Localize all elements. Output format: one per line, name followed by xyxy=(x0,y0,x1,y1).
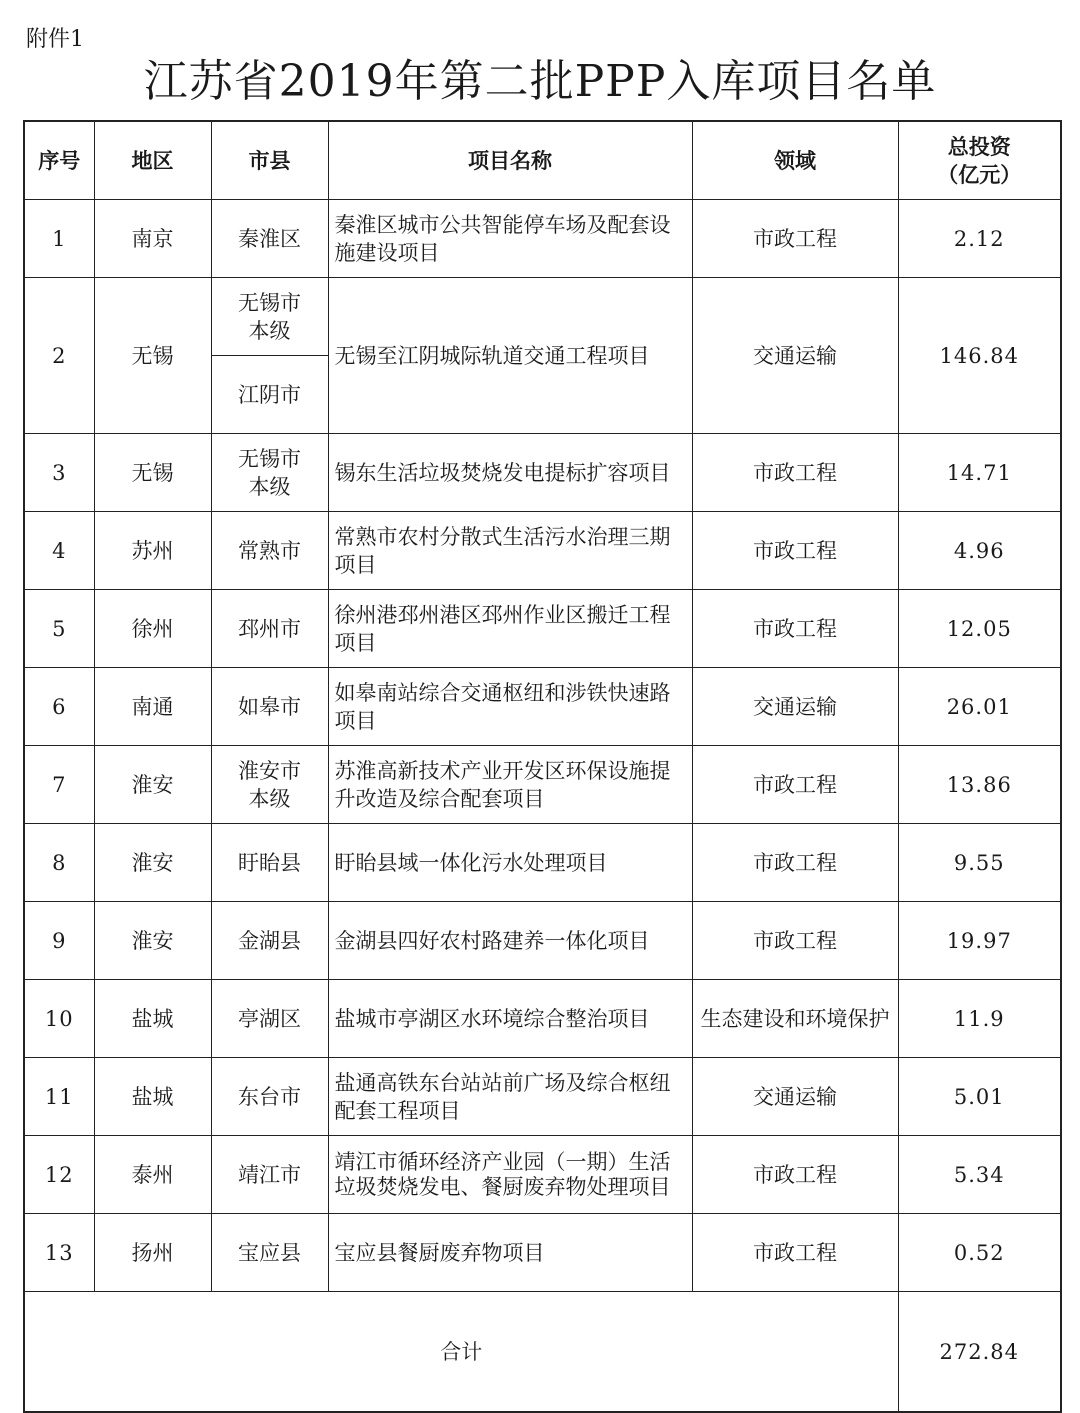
cell-county: 常熟市 xyxy=(211,512,328,590)
cell-field: 交通运输 xyxy=(692,668,898,746)
table-row xyxy=(24,1214,1061,1292)
cell-investment: 146.84 xyxy=(898,278,1061,434)
cell-project: 无锡至江阴城际轨道交通工程项目 xyxy=(328,278,692,434)
cell-investment: 11.9 xyxy=(898,980,1061,1058)
table-row xyxy=(24,902,1061,980)
cell-region: 苏州 xyxy=(94,512,211,590)
cell-county: 江阴市 xyxy=(211,356,328,434)
cell-field: 市政工程 xyxy=(692,512,898,590)
cell-county: 如皋市 xyxy=(211,668,328,746)
cell-field: 交通运输 xyxy=(692,1058,898,1136)
cell-seq: 6 xyxy=(24,668,94,746)
cell-field: 市政工程 xyxy=(692,902,898,980)
header-project: 项目名称 xyxy=(328,121,692,200)
cell-project: 徐州港邳州港区邳州作业区搬迁工程项目 xyxy=(328,590,692,668)
cell-seq: 5 xyxy=(24,590,94,668)
cell-region: 淮安 xyxy=(94,902,211,980)
cell-seq: 8 xyxy=(24,824,94,902)
cell-investment: 19.97 xyxy=(898,902,1061,980)
cell-seq: 9 xyxy=(24,902,94,980)
cell-seq: 2 xyxy=(24,278,94,434)
cell-seq: 13 xyxy=(24,1214,94,1292)
header-county: 市县 xyxy=(211,121,328,200)
table-header-row xyxy=(24,121,1061,200)
cell-field: 交通运输 xyxy=(692,278,898,434)
cell-investment: 14.71 xyxy=(898,434,1061,512)
cell-seq: 4 xyxy=(24,512,94,590)
table-row xyxy=(24,512,1061,590)
cell-field: 市政工程 xyxy=(692,590,898,668)
cell-region: 盐城 xyxy=(94,980,211,1058)
header-investment-line2: （亿元） xyxy=(937,162,1022,187)
cell-field: 市政工程 xyxy=(692,1136,898,1214)
table-row xyxy=(24,434,1061,512)
cell-region: 徐州 xyxy=(94,590,211,668)
cell-seq: 7 xyxy=(24,746,94,824)
cell-region: 扬州 xyxy=(94,1214,211,1292)
cell-field: 市政工程 xyxy=(692,824,898,902)
cell-seq: 11 xyxy=(24,1058,94,1136)
cell-county: 宝应县 xyxy=(211,1214,328,1292)
header-region: 地区 xyxy=(94,121,211,200)
cell-field: 生态建设和环境保护 xyxy=(692,980,898,1058)
total-label: 合计 xyxy=(24,1292,898,1413)
cell-seq: 3 xyxy=(24,434,94,512)
cell-investment: 4.96 xyxy=(898,512,1061,590)
cell-project: 宝应县餐厨废弃物项目 xyxy=(328,1214,692,1292)
cell-field: 市政工程 xyxy=(692,746,898,824)
table-row xyxy=(24,1058,1061,1136)
cell-investment: 5.34 xyxy=(898,1136,1061,1214)
cell-county: 靖江市 xyxy=(211,1136,328,1214)
cell-region: 淮安 xyxy=(94,824,211,902)
table-row xyxy=(24,668,1061,746)
cell-region: 南京 xyxy=(94,200,211,278)
table-row xyxy=(24,590,1061,668)
cell-county: 亭湖区 xyxy=(211,980,328,1058)
cell-county: 盱眙县 xyxy=(211,824,328,902)
cell-project: 靖江市循环经济产业园（一期）生活垃圾焚烧发电、餐厨废弃物处理项目 xyxy=(328,1136,692,1214)
total-row xyxy=(24,1292,1061,1413)
cell-region: 无锡 xyxy=(94,278,211,434)
cell-county: 邳州市 xyxy=(211,590,328,668)
cell-investment: 2.12 xyxy=(898,200,1061,278)
cell-field: 市政工程 xyxy=(692,434,898,512)
cell-seq: 10 xyxy=(24,980,94,1058)
header-investment-line1: 总投资 xyxy=(947,134,1011,159)
cell-project: 苏淮高新技术产业开发区环保设施提升改造及综合配套项目 xyxy=(328,746,692,824)
cell-county: 无锡市本级 xyxy=(211,434,328,512)
header-seq: 序号 xyxy=(24,121,94,200)
cell-region: 南通 xyxy=(94,668,211,746)
total-value: 272.84 xyxy=(898,1292,1061,1413)
cell-county: 淮安市本级 xyxy=(211,746,328,824)
cell-project: 盐城市亭湖区水环境综合整治项目 xyxy=(328,980,692,1058)
cell-seq: 12 xyxy=(24,1136,94,1214)
cell-field: 市政工程 xyxy=(692,1214,898,1292)
cell-investment: 26.01 xyxy=(898,668,1061,746)
cell-investment: 13.86 xyxy=(898,746,1061,824)
cell-investment: 0.52 xyxy=(898,1214,1061,1292)
cell-region: 盐城 xyxy=(94,1058,211,1136)
header-investment xyxy=(898,121,1061,200)
cell-project: 锡东生活垃圾焚烧发电提标扩容项目 xyxy=(328,434,692,512)
table-row xyxy=(24,200,1061,278)
cell-region: 淮安 xyxy=(94,746,211,824)
table-row xyxy=(24,824,1061,902)
table-row xyxy=(24,746,1061,824)
cell-county: 金湖县 xyxy=(211,902,328,980)
table-row xyxy=(24,980,1061,1058)
cell-region: 无锡 xyxy=(94,434,211,512)
cell-project: 如皋南站综合交通枢纽和涉铁快速路项目 xyxy=(328,668,692,746)
cell-project: 盐通高铁东台站站前广场及综合枢纽配套工程项目 xyxy=(328,1058,692,1136)
cell-investment: 5.01 xyxy=(898,1058,1061,1136)
table-row xyxy=(24,278,1061,356)
cell-investment: 9.55 xyxy=(898,824,1061,902)
cell-county: 秦淮区 xyxy=(211,200,328,278)
table-row xyxy=(24,1136,1061,1214)
cell-field: 市政工程 xyxy=(692,200,898,278)
cell-project: 金湖县四好农村路建养一体化项目 xyxy=(328,902,692,980)
cell-project: 秦淮区城市公共智能停车场及配套设施建设项目 xyxy=(328,200,692,278)
cell-project: 盱眙县域一体化污水处理项目 xyxy=(328,824,692,902)
document-title: 江苏省2019年第二批PPP入库项目名单 xyxy=(143,56,937,107)
cell-investment: 12.05 xyxy=(898,590,1061,668)
project-table xyxy=(23,120,1062,1413)
cell-project: 常熟市农村分散式生活污水治理三期项目 xyxy=(328,512,692,590)
cell-seq: 1 xyxy=(24,200,94,278)
cell-region: 泰州 xyxy=(94,1136,211,1214)
attachment-label: 附件1 xyxy=(26,27,84,52)
header-field: 领域 xyxy=(692,121,898,200)
cell-county: 东台市 xyxy=(211,1058,328,1136)
cell-county: 无锡市本级 xyxy=(211,278,328,356)
